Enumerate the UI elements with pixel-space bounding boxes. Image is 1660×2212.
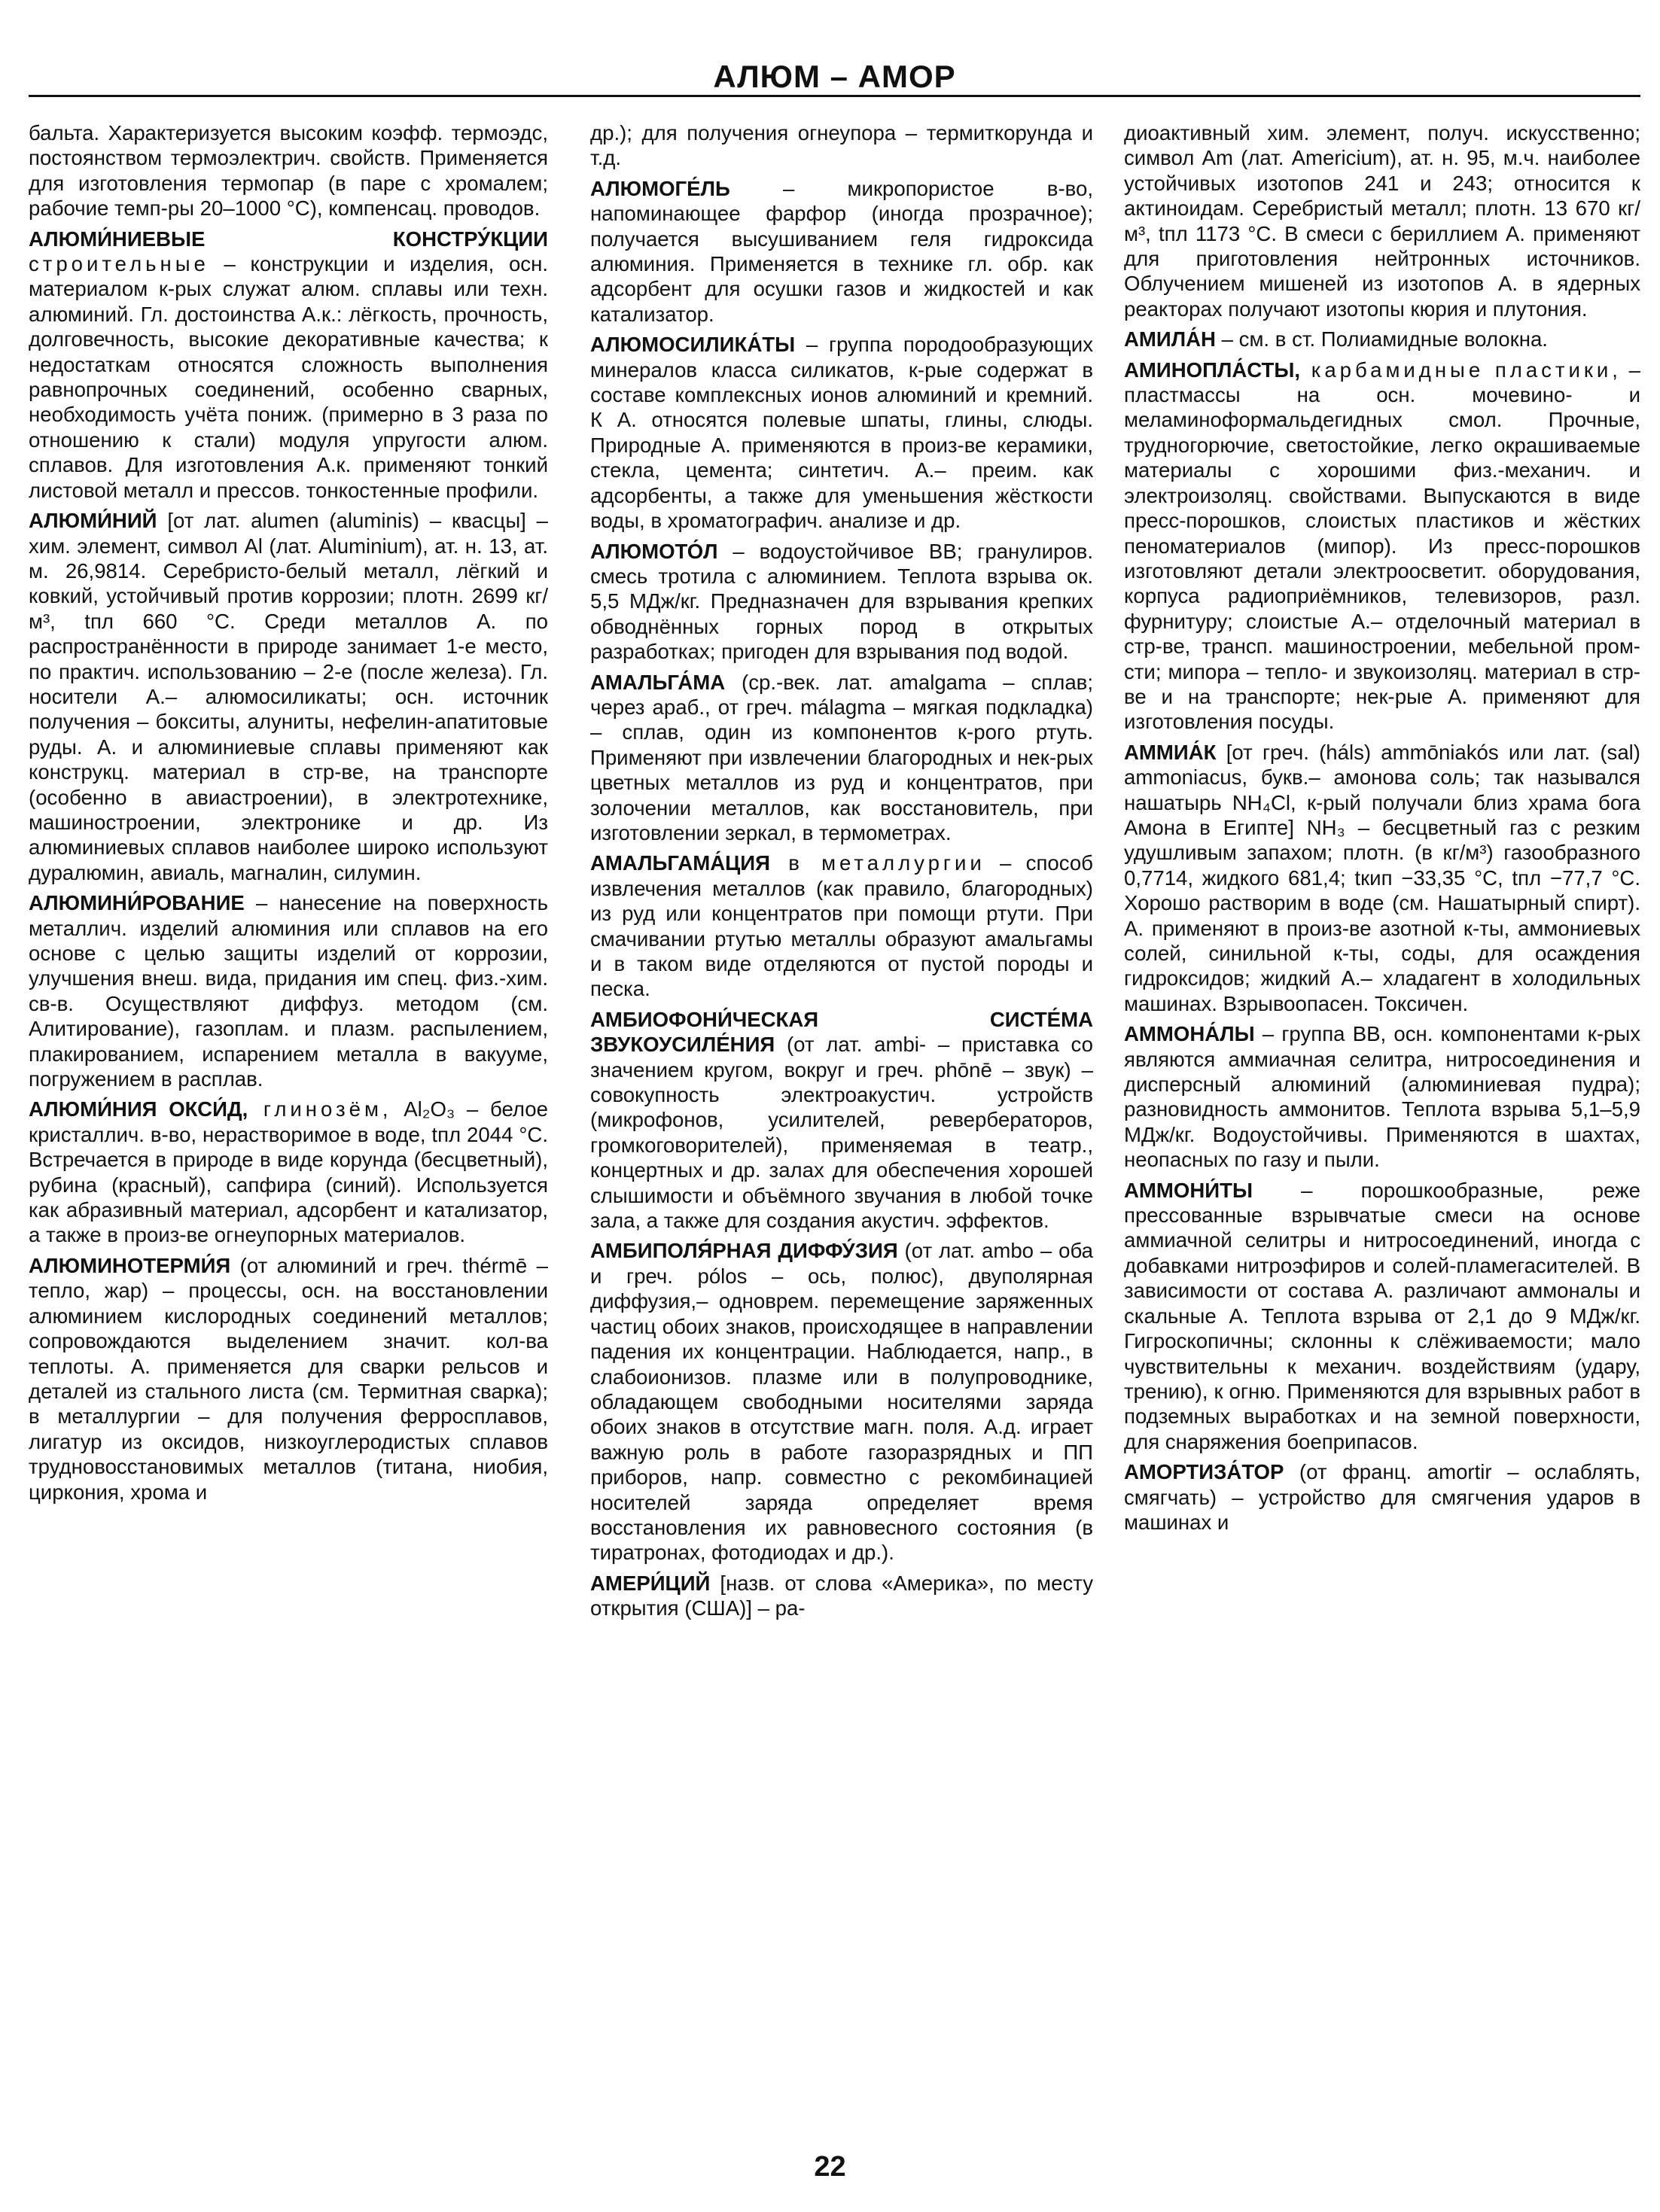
page-number: 22 (814, 2151, 846, 2183)
entry-spaced-term: строительные (29, 252, 209, 276)
entry-alyuminiya-oksid (29, 1097, 548, 1247)
entry-alyuminirovanie (29, 890, 548, 1091)
entry-text: (от франц. amortir – ослаблять, смягчать) – устройство для смягчения ударов в машинах и (1124, 1460, 1640, 1534)
entry-continuation (29, 120, 548, 221)
entry-text: – конструкции и изделия, осн. материалом к-рых служат алюм. сплавы или техн. алюминий. Гл. достоинства А.к.: лёгкость, прочность, долговечность, высокие декоративные качества; к недостаткам относятся сложность выполнения равнопрочных соединений, особенно сварных, необходимость учёта пониж. (примерно в 3 раза по отношению к стали) модуля упругости алюм. сплавов. Для изготовления А.к. применяют тонкий листовой металл и прессов. тонкостенные профили. (29, 252, 548, 502)
entry-ammonity (1124, 1178, 1640, 1454)
entry-text: – нанесение на поверхность металлич. изделий алюминия или сплавов на его основе с целью защиты изделий от коррозии, улучшения внеш. вида, придания им спец. физ.-хим. св-в. Осуществляют диффуз. методом (см. Алитирование), газоплам. и плазм. распылением, плакированием, испарением металла в вакууме, погружением в расплав. (29, 891, 548, 1091)
entry-text: (от алюминий и греч. thérmē – тепло, жар) – процессы, осн. на восстановлении алюминием кислородных соединений металлов; сопровождаются выделением значит. кол-ва теплоты. А. применяется для сварки рельсов и деталей из стального листа (см. Термитная сварка); в металлургии – для получения ферросплавов, лигатур из оксидов, низкоуглеродистых сплавов трудновосстановимых металлов (титана, ниобия, циркония, хрома и (29, 1253, 548, 1504)
entry-text: – группа породообразующих минералов класса силикатов, к-рые содержат в составе комплексных ионов алюминий и кремний. К А. относятся полевые шпаты, глины, слюды. Природные А. применяются в произ-ве керамики, стекла, цемента; синтетич. А.– преим. как адсорбенты, а также для уменьшения жёсткости воды, в хроматографич. анализе и др. (590, 333, 1093, 533)
entry-headword: АММОНА́ЛЫ (1124, 1022, 1255, 1046)
column-2 (590, 120, 1093, 2145)
entry-aminoplasty (1124, 358, 1640, 735)
entry-amortizator (1124, 1459, 1640, 1535)
entry-headword: АМБИПОЛЯ́РНАЯ ДИФФУ́ЗИЯ (590, 1239, 898, 1263)
entry-ammonaly (1124, 1021, 1640, 1172)
entry-headword: АЛЮМИНИ́РОВАНИЕ (29, 891, 245, 915)
entry-headword: АМИЛА́Н (1124, 327, 1216, 351)
entry-headword: АЛЮМИ́НИЯ ОКСИ́Д, (29, 1097, 248, 1121)
entry-text: – пластмассы на осн. мочевино- и меламиноформальдегидных смол. Прочные, трудногорючие, светостойкие, легко окрашиваемые материалы с хорошими физ.-механич. и электроизоляц. свойствами. Выпускаются в виде пресс-порошков, слоистых пластиков и жёстких пеноматериалов (мипор). Из пресс-порошков изготовляют детали электроосветит. оборудования, корпуса радиоприёмников, телевизоров, разл. фурнитуру; слоистые А.– отделочный материал в стр-ве, трансп. машиностроении, мебельной пром-сти; мипора – тепло- и звукоизоляц. материал в стр-ве и на транспорте; нек-рые А. применяют для изготовления посуды. (1124, 358, 1640, 734)
entry-headword: АЛЮМИ́НИЙ (29, 509, 157, 533)
entry-text: – группа ВВ, осн. компонентами к-рых являются аммиачная селитра, нитросоединения и дисперсный алюминий (алюминиевая пудра); разновидность аммонитов. Теплота взрыва 5,1–5,9 МДж/кг. Водоустойчивы. Применяются в шахтах, неопасных по газу и пыли. (1124, 1022, 1640, 1172)
entry-text: (от лат. ambi- – приставка со значением кругом, вокруг и греч. phōnē – звук) – совокупность электроакустич. устройств (микрофонов, усилителей, ревербераторов, громкоговорителей), применяемая в театр., концертных и др. залах для обеспечения хорошей слышимости и объёмного звучания в любой точке зала, а также для создания акустич. эффектов. (590, 1033, 1093, 1233)
entry-spaced-term: глинозём, (248, 1097, 392, 1121)
entry-text: диоактивный хим. элемент, получ. искусственно; символ Am (лат. Americium), ат. н. 95, м.ч. наиболее устойчивых изотопов 241 и 243; относится к актиноидам. Серебристый металл; плотн. 13 670 кг/м³, tпл 1173 °С. В смеси с бериллием А. применяют для приготовления нейтронных источников. Облучением мишеней из изотопов А. в ядерных реакторах получают изотопы кюрия и плутония. (1124, 121, 1640, 321)
running-head-title: АЛЮМ – АМОР (713, 59, 956, 94)
column-3 (1124, 120, 1640, 2145)
entry-alyumogel (590, 176, 1093, 327)
running-head (29, 48, 1640, 97)
entry-headword: АМАЛЬГАМА́ЦИЯ (590, 851, 770, 875)
entry-headword: АММОНИ́ТЫ (1124, 1178, 1253, 1202)
entry-amalgama (590, 670, 1093, 846)
entry-alyuminotermiya (29, 1253, 548, 1505)
entry-headword: АМБИОФОНИ́ЧЕСКАЯ СИСТЕ́МА ЗВУКОУСИЛЕ́НИЯ (590, 1007, 1093, 1057)
entry-text: (ср.-век. лат. amalgama – сплав; через араб., от греч. málagma – мягкая подкладка) – сплав, один из компонентов к-рого ртуть. Применяют при извлечении благородных и нек-рых цветных металлов из руд и концентратов, при золочении металлов, как восстановитель, при изготовлении зеркал, в термометрах. (590, 670, 1093, 844)
entry-text: – порошкообразные, реже прессованные взрывчатые смеси на основе аммиачной селитры и нитросоединений, иногда с добавками нитроэфиров и солей-пламегасителей. В зависимости от состава А. различают аммоналы и скальные А. Теплота взрыва от 2,1 до 9 МДж/кг. Гигроскопичны; склонны к слёживаемости; мало чувствительны к механич. воздействиям (удару, трению), к огню. Применяются для взрывных работ в подземных выработках и на земной поверхности, для снаряжения боеприпасов. (1124, 1178, 1640, 1453)
entry-text: [от лат. alumen (aluminis) – квасцы] – хим. элемент, символ Al (лат. Aluminium), ат. н. 13, ат. м. 26,9814. Серебристо-белый металл, лёгкий и ковкий, устойчивый против коррозии; плотн. 2699 кг/м³, tпл 660 °С. Среди металлов А. по распространённости в природе занимает 1-е место, по практич. использованию – 2-е (после железа). Гл. носители А.– алюмосиликаты; осн. источник получения – бокситы, алуниты, нефелин-апатитовые руды. А. и алюминиевые сплавы применяют как конструкц. материал в стр-ве, на транспорте (особенно в авиастроении), в электротехнике, машиностроении, электронике и др. Из алюминиевых сплавов наиболее широко используют дуралюмин, авиаль, магналин, силумин. (29, 509, 548, 884)
entry-headword: АЛЮМОСИЛИКА́ТЫ (590, 333, 796, 357)
entry-text: Al₂O₃ – белое кристаллич. в-во, нерастворимое в воде, tпл 2044 °С. Встречается в природе в виде корунда (бесцветный), рубина (красный), сапфира (синий). Используется как абразивный материал, адсорбент и катализатор, а также в произ-ве огнеупорных материалов. (29, 1097, 548, 1247)
entry-headword: АЛЮМОГЕ́ЛЬ (590, 176, 730, 200)
entry-headword: АЛЮМОТО́Л (590, 539, 718, 563)
entry-text: [назв. от слова «Америка», по месту открытия (США)] – ра- (590, 1571, 1093, 1620)
entry-text: – см. в ст. Полиамидные волокна. (1215, 327, 1548, 351)
column-1 (29, 120, 548, 2145)
entry-text: – микропористое в-во, напоминающее фарфор (иногда прозрачное); получается высушиванием геля гидроксида алюминия. Применяется в технике гл. обр. как адсорбент для осушки газов и жидкостей и как катализатор. (590, 176, 1093, 326)
entry-amilan (1124, 327, 1640, 351)
entry-ameritsiy (590, 1571, 1093, 1621)
entry-headword: АЛЮМИ́НИЕВЫЕ КОНСТРУ́КЦИИ (29, 227, 548, 251)
entry-continuation (590, 120, 1093, 171)
entry-spaced-term: в металлургии (769, 851, 985, 875)
entry-alyumosilikaty (590, 332, 1093, 533)
entry-continuation (1124, 120, 1640, 321)
entry-headword: АМИНОПЛА́СТЫ, (1124, 358, 1301, 382)
entry-headword: АЛЮМИНОТЕРМИ́Я (29, 1253, 231, 1277)
entry-text: др.); для получения огнеупора – термиткорунда и т.д. (590, 121, 1093, 170)
entry-text: [от греч. (háls) ammōniakós или лат. (sal) ammoniacus, букв.– амонова соль; так назывался нашатырь NH₄Cl, к-рый получали близ храма бога Амона в Египте] NH₃ – бесцветный газ с резким удушливым запахом; плотн. (в кг/м³) газообразного 0,7714, жидкого 681,4; tкип −33,35 °С, tпл −77,7 °С. Хорошо растворим в воде (см. Нашатырный спирт). А. применяют в произ-ве азотной к-ты, аммониевых солей, синильной к-ты, соды, для осаждения гидроксидов; жидкий А.– хладагент в холодильных машинах. Взрывоопасен. Токсичен. (1124, 740, 1640, 1015)
entry-alyuminiy (29, 508, 548, 885)
entry-alyuminievye-konstruktsii (29, 227, 548, 503)
entry-spaced-term: карбамидные пластики, (1300, 358, 1622, 382)
entry-headword: АММИА́К (1124, 740, 1217, 764)
entry-text: бальта. Характеризуется высоким коэфф. термоэдс, постоянством термоэлектрич. свойств. Применяется для изготовления термопар (в паре с хромалем; рабочие темп-ры 20–1000 °С), компенсац. проводов. (29, 121, 548, 221)
entry-ambiofonicheskaya-sistema (590, 1007, 1093, 1234)
entry-text: (от лат. ambo – оба и греч. pólos – ось, полюс), двуполярная диффузия,– одноврем. перемещение заряженных частиц обоих знаков, происходящее в направлении падения их концентрации. Наблюдается, напр., в слабоионизов. плазме или в полупроводнике, обладающем свободными носителями заряда обоих знаков в отсутствие магн. поля. А.д. играет важную роль в работе газоразрядных и ПП приборов, напр. совместно с рекомбинацией носителей заряда определяет время восстановления их равновесного состояния (в тиратронах, фотодиодах и др.). (590, 1239, 1093, 1565)
entry-text: – способ извлечения металлов (как правило, благородных) из руд или концентратов при помощи ртути. При смачивании ртутью металлы образуют амальгамы и в таком виде отделяются от пустой породы и песка. (590, 851, 1093, 1001)
entry-headword: АМЕРИ́ЦИЙ (590, 1571, 711, 1595)
entry-headword: АМОРТИЗА́ТОР (1124, 1460, 1284, 1484)
entry-headword: АМАЛЬГА́МА (590, 670, 726, 694)
entry-alyumotol (590, 539, 1093, 665)
entry-ammiak (1124, 740, 1640, 1016)
entry-amalgamatsiya (590, 850, 1093, 1001)
entry-ambipolyarnaya-diffuziya (590, 1238, 1093, 1565)
entry-text: – водоустойчивое ВВ; гранулиров. смесь тротила с алюминием. Теплота взрыва ок. 5,5 МДж/кг. Предназначен для взрывания крепких обводнённых горных пород в открытых разработках; пригоден для взрывания под водой. (590, 539, 1093, 664)
